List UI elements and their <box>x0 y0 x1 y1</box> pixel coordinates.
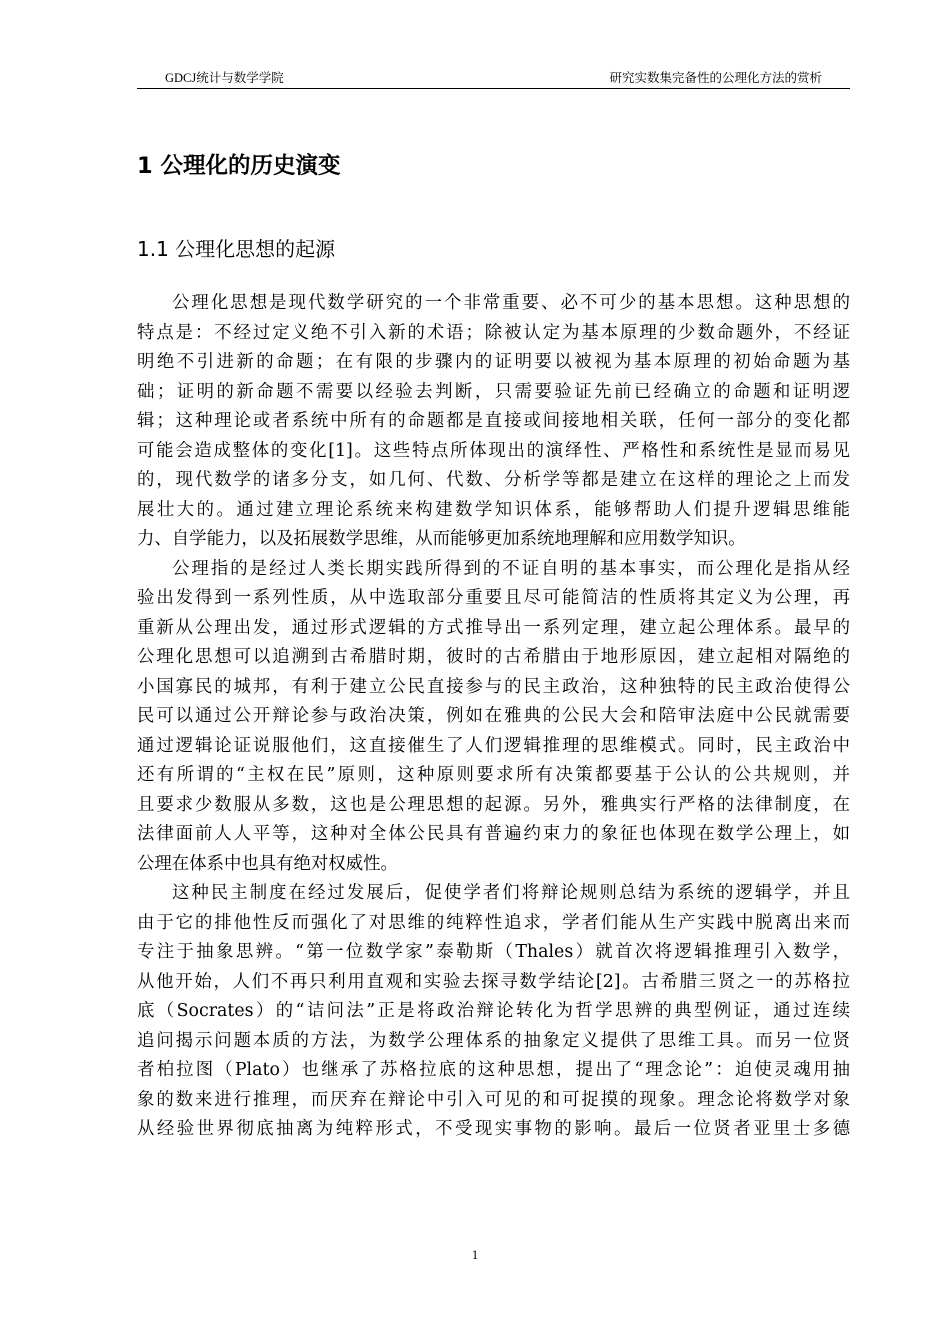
text-line: 法律面前人人平等，这种对全体公民具有普遍约束力的象征也体现在数学公理上，如 <box>137 824 850 844</box>
section-title: 1.1 公理化思想的起源 <box>137 237 336 261</box>
text-line: 公理指的是经过人类长期实践所得到的不证自明的基本事实，而公理化是指从经 <box>172 558 850 579</box>
text-line: 特点是：不经过定义绝不引入新的术语；除被认定为基本原理的少数命题外，不经证 <box>137 322 850 343</box>
text-line: 公理化思想可以追溯到古希腊时期，彼时的古希腊由于地形原因，建立起相对隔绝的 <box>137 647 850 667</box>
text-line: 民可以通过公开辩论参与政治决策，例如在雅典的公民大会和陪审法庭中公民就需要 <box>137 706 850 726</box>
page-number: 1 <box>471 1247 479 1262</box>
text-line: 的，现代数学的诸多分支，如几何、代数、分析学等都是建立在这样的理论之上而发 <box>137 470 850 490</box>
body-text <box>137 289 850 1145</box>
text-line: 小国寡民的城邦，有利于建立公民直接参与的民主政治，这种独特的民主政治使得公 <box>137 676 850 697</box>
text-line: 力、自学能力，以及拓展数学思维，从而能够更加系统地理解和应用数学知识。 <box>137 529 746 549</box>
text-line: 底（Socrates）的“诘问法”正是将政治辩论转化为哲学思辨的典型例证，通过连续 <box>137 1001 850 1021</box>
text-line: 从他开始，人们不再只利用直观和实验去探寻数学结论[2]。古希腊三贤之一的苏格拉 <box>137 971 850 992</box>
text-line: 展壮大的。通过建立理论系统来构建数学知识体系，能够帮助人们提升逻辑思维能 <box>137 499 850 520</box>
text-line: 通过逻辑论证说服他们，这直接催生了人们逻辑推理的思维模式。同时，民主政治中 <box>137 735 850 756</box>
chapter-title: 1 公理化的历史演变 <box>137 153 341 179</box>
header-right-text: 研究实数集完备性的公理化方法的赏析 <box>609 71 822 85</box>
paragraph <box>137 555 850 880</box>
header-left-text: GDCJ统计与数学学院 <box>165 71 284 85</box>
text-line: 从经验世界彻底抽离为纯粹形式，不受现实事物的影响。最后一位贤者亚里士多德 <box>137 1119 850 1139</box>
text-line: 且要求少数服从多数，这也是公理思想的起源。另外，雅典实行严格的法律制度，在 <box>137 794 850 815</box>
text-line: 者柏拉图（Plato）也继承了苏格拉底的这种思想，提出了“理念论”：迫使灵魂用抽 <box>137 1060 850 1080</box>
paragraph <box>137 879 850 1145</box>
text-line: 专注于抽象思辨。“第一位数学家”泰勒斯（Thales）就首次将逻辑推理引入数学， <box>137 942 850 962</box>
text-line: 验出发得到一系列性质，从中选取部分重要且尽可能简洁的性质将其定义为公理，再 <box>137 588 850 608</box>
text-line: 这种民主制度在经过发展后，促使学者们将辩论规则总结为系统的逻辑学，并且 <box>172 883 850 903</box>
text-line: 公理在体系中也具有绝对权威性。 <box>137 853 398 874</box>
text-line: 追问揭示问题本质的方法，为数学公理体系的抽象定义提供了思维工具。而另一位贤 <box>137 1030 850 1051</box>
text-line: 由于它的排他性反而强化了对思维的纯粹性追求，学者们能从生产实践中脱离出来而 <box>137 912 850 933</box>
text-line: 明绝不引进新的命题；在有限的步骤内的证明要以被视为基本原理的初始命题为基 <box>137 352 850 372</box>
text-line: 重新从公理出发，通过形式逻辑的方式推导出一系列定理，建立起公理体系。最早的 <box>137 617 850 638</box>
text-line: 还有所谓的“主权在民”原则，这种原则要求所有决策都要基于公认的公共规则，并 <box>137 765 850 785</box>
text-line: 础；证明的新命题不需要以经验去判断，只需要验证先前已经确立的命题和证明逻 <box>137 381 850 402</box>
page-header <box>137 66 850 89</box>
text-line: 辑；这种理论或者系统中所有的命题都是直接或间接地相关联，任何一部分的变化都 <box>137 411 850 431</box>
text-line: 象的数来进行推理，而厌弃在辩论中引入可见的和可捉摸的现象。理念论将数学对象 <box>137 1089 850 1110</box>
paragraph <box>137 289 850 555</box>
text-line: 可能会造成整体的变化[1]。这些特点所体现出的演绎性、严格性和系统性是显而易见 <box>137 440 850 461</box>
text-line: 公理化思想是现代数学研究的一个非常重要、必不可少的基本思想。这种思想的 <box>172 293 850 313</box>
